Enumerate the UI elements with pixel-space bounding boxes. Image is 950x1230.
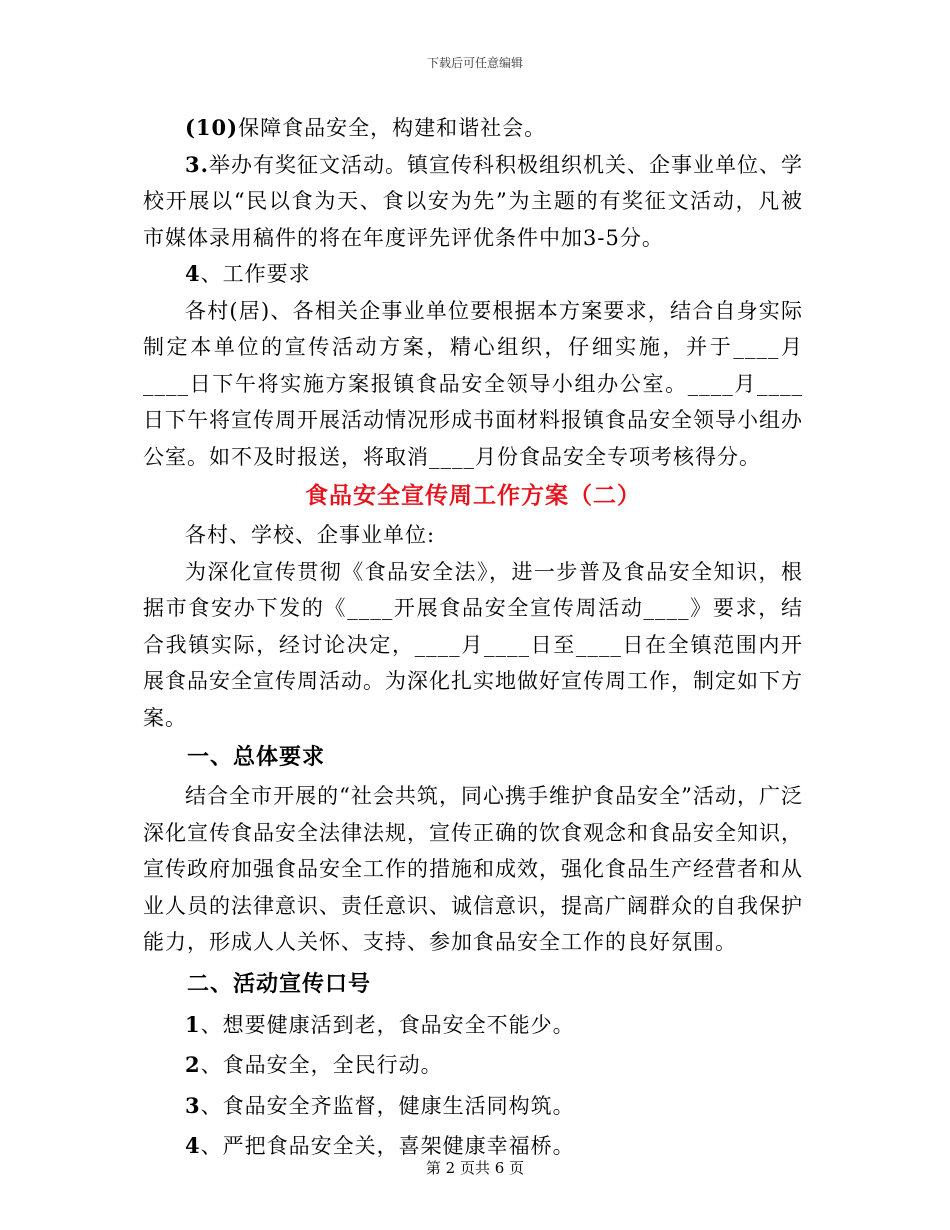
paragraph-intro: 为深化宣传贯彻《食品安全法》，进一步普及食品安全知识，根据市食安办下发的《____开展食品安全宣传周活动____》要求，结合我镇实际，经讨论决定，____月____日至____日在全镇范围内开展食品安全宣传周活动。为深化扎实地做好宣传周工作，制定如下方案。 bbox=[143, 559, 803, 730]
document-body bbox=[143, 110, 803, 1167]
item-number: 4 bbox=[185, 261, 201, 286]
item-number: 2 bbox=[185, 1052, 201, 1077]
paragraph-item-10 bbox=[143, 110, 803, 147]
heading-slogans: 二、活动宣传口号 bbox=[187, 970, 372, 997]
paragraph-work-requirements bbox=[143, 256, 803, 293]
paragraph-text: 举办有奖征文活动。镇宣传科积极组织机关、企事业单位、学校开展以“民以食为天、食以安为先”为主题的有奖征文活动，凡被市媒体录用稿件的将在年度评先评优条件中加3-5分。 bbox=[143, 152, 803, 250]
slogan-item bbox=[143, 1005, 803, 1046]
item-number: 3 bbox=[185, 1092, 201, 1118]
paragraph-general-requirements: 结合全市开展的“社会共筑，同心携手维护食品安全”活动，广泛深化宣传食品安全法律法规，宣传正确的饮食观念和食品安全知识，宣传政府加强食品安全工作的措施和成效，强化食品生产经营者和从业人员的法律意识、责任意识、诚信意识，提高广阔群众的自我保护能力，形成人人关怀、支持、参加食品安全工作的良好氛围。 bbox=[143, 784, 803, 954]
page-footer: 第 2 页共 6 页 bbox=[425, 1159, 525, 1177]
paragraph-essay-contest bbox=[143, 147, 803, 257]
slogan-text: 、严把食品安全关，喜架健康幸福桥。 bbox=[200, 1134, 575, 1158]
slogan-text: 、食品安全齐监督，健康生活同构筑。 bbox=[200, 1093, 575, 1118]
slogan-text: 、想要健康活到老，食品安全不能少。 bbox=[200, 1012, 575, 1037]
paragraph-text: 保障食品安全，构建和谐社会。 bbox=[238, 116, 547, 140]
item-number: 1 bbox=[185, 1011, 201, 1037]
paragraph-requirements-detail: 各村(居)、各相关企事业单位要根据本方案要求，结合自身实际制定本单位的宣传活动方案，精心组织，仔细实施，并于____月____日下午将实施方案报镇食品安全领导小组办公室。____月____日下午将宣传周开展活动情况形成书面材料报镇食品安全领导小组办公室。如不及时报送，将取消____月份食品安全专项考核得分。 bbox=[143, 298, 803, 469]
heading-general-requirements: 一、总体要求 bbox=[187, 744, 326, 770]
paragraph-salutation: 各村、学校、企事业单位: bbox=[185, 523, 436, 547]
paragraph-text: 、工作要求 bbox=[200, 262, 311, 286]
slogan-item bbox=[143, 1086, 803, 1127]
item-number: (10) bbox=[185, 115, 239, 140]
slogan-item bbox=[143, 1045, 803, 1086]
section-title: 食品安全宣传周工作方案（二） bbox=[305, 482, 641, 509]
item-number: 3. bbox=[185, 151, 209, 177]
page-header: 下载后可任意编辑 bbox=[426, 56, 523, 70]
item-number: 4 bbox=[185, 1133, 201, 1158]
slogan-text: 、食品安全，全民行动。 bbox=[200, 1053, 443, 1077]
